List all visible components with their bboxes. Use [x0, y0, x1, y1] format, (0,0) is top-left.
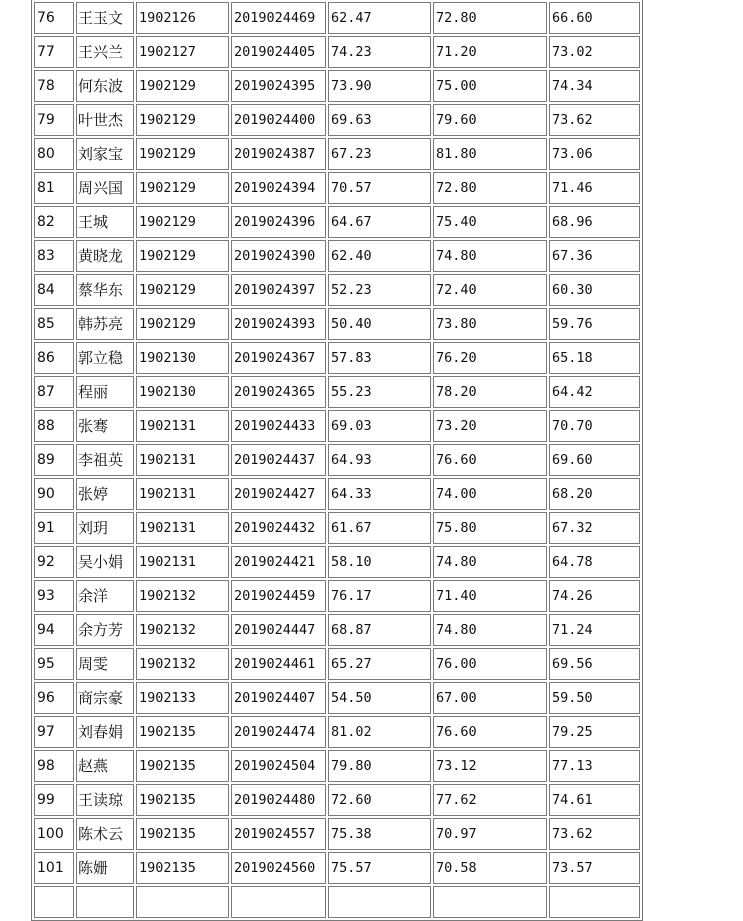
exam-number-cell: 2019024557 [231, 818, 326, 850]
interview-score-cell: 76.60 [433, 716, 547, 748]
interview-score-cell: 73.80 [433, 308, 547, 340]
table-row [34, 274, 640, 306]
row-number-cell: 89 [34, 444, 74, 476]
row-number-cell: 95 [34, 648, 74, 680]
exam-number-cell: 2019024432 [231, 512, 326, 544]
interview-score-cell: 76.60 [433, 444, 547, 476]
interview-score-cell [433, 886, 547, 918]
total-score-cell: 74.61 [549, 784, 640, 816]
row-number-cell: 92 [34, 546, 74, 578]
written-score-cell: 61.67 [328, 512, 431, 544]
position-code-cell: 1902129 [136, 240, 229, 272]
written-score-cell: 75.38 [328, 818, 431, 850]
total-score-cell: 71.46 [549, 172, 640, 204]
exam-number-cell: 2019024480 [231, 784, 326, 816]
exam-number-cell: 2019024474 [231, 716, 326, 748]
exam-number-cell: 2019024469 [231, 2, 326, 34]
total-score-cell: 71.24 [549, 614, 640, 646]
row-number-cell: 91 [34, 512, 74, 544]
exam-number-cell: 2019024387 [231, 138, 326, 170]
row-number-cell: 90 [34, 478, 74, 510]
row-number-cell: 83 [34, 240, 74, 272]
written-score-cell: 69.03 [328, 410, 431, 442]
table-row [34, 682, 640, 714]
position-code-cell: 1902126 [136, 2, 229, 34]
interview-score-cell: 72.80 [433, 172, 547, 204]
total-score-cell: 59.50 [549, 682, 640, 714]
row-number-cell [34, 886, 74, 918]
exam-number-cell: 2019024560 [231, 852, 326, 884]
table-row [34, 648, 640, 680]
row-number-cell: 87 [34, 376, 74, 408]
exam-number-cell: 2019024504 [231, 750, 326, 782]
written-score-cell: 58.10 [328, 546, 431, 578]
written-score-cell: 72.60 [328, 784, 431, 816]
student-name-cell: 周兴国 [76, 172, 134, 204]
table-row [34, 444, 640, 476]
total-score-cell: 73.57 [549, 852, 640, 884]
row-number-cell: 86 [34, 342, 74, 374]
student-name-cell: 王读琼 [76, 784, 134, 816]
exam-number-cell: 2019024433 [231, 410, 326, 442]
written-score-cell: 50.40 [328, 308, 431, 340]
interview-score-cell: 74.80 [433, 614, 547, 646]
written-score-cell: 64.67 [328, 206, 431, 238]
written-score-cell: 76.17 [328, 580, 431, 612]
position-code-cell: 1902131 [136, 410, 229, 442]
position-code-cell [136, 886, 229, 918]
written-score-cell: 69.63 [328, 104, 431, 136]
total-score-cell: 74.26 [549, 580, 640, 612]
interview-score-cell: 81.80 [433, 138, 547, 170]
table-row [34, 2, 640, 34]
total-score-cell: 64.78 [549, 546, 640, 578]
interview-score-cell: 74.80 [433, 240, 547, 272]
written-score-cell: 52.23 [328, 274, 431, 306]
interview-score-cell: 72.40 [433, 274, 547, 306]
total-score-cell: 70.70 [549, 410, 640, 442]
row-number-cell: 88 [34, 410, 74, 442]
written-score-cell: 68.87 [328, 614, 431, 646]
total-score-cell: 68.20 [549, 478, 640, 510]
row-number-cell: 82 [34, 206, 74, 238]
row-number-cell: 84 [34, 274, 74, 306]
exam-number-cell: 2019024395 [231, 70, 326, 102]
written-score-cell: 75.57 [328, 852, 431, 884]
total-score-cell: 64.42 [549, 376, 640, 408]
interview-score-cell: 79.60 [433, 104, 547, 136]
student-name-cell: 张骞 [76, 410, 134, 442]
written-score-cell [328, 886, 431, 918]
written-score-cell: 55.23 [328, 376, 431, 408]
table-row [34, 308, 640, 340]
table-row [34, 172, 640, 204]
interview-score-cell: 74.00 [433, 478, 547, 510]
exam-number-cell: 2019024367 [231, 342, 326, 374]
table-row [34, 70, 640, 102]
row-number-cell: 77 [34, 36, 74, 68]
position-code-cell: 1902129 [136, 274, 229, 306]
position-code-cell: 1902135 [136, 784, 229, 816]
student-name-cell [76, 886, 134, 918]
position-code-cell: 1902129 [136, 104, 229, 136]
exam-number-cell: 2019024396 [231, 206, 326, 238]
written-score-cell: 65.27 [328, 648, 431, 680]
row-number-cell: 76 [34, 2, 74, 34]
exam-number-cell: 2019024393 [231, 308, 326, 340]
student-name-cell: 韩苏亮 [76, 308, 134, 340]
interview-score-cell: 73.12 [433, 750, 547, 782]
total-score-cell: 66.60 [549, 2, 640, 34]
table-row [34, 376, 640, 408]
table-row [34, 342, 640, 374]
exam-number-cell: 2019024390 [231, 240, 326, 272]
score-table [31, 0, 643, 921]
interview-score-cell: 71.20 [433, 36, 547, 68]
table-row [34, 614, 640, 646]
table-row [34, 512, 640, 544]
exam-number-cell: 2019024397 [231, 274, 326, 306]
total-score-cell: 67.36 [549, 240, 640, 272]
student-name-cell: 黄晓龙 [76, 240, 134, 272]
position-code-cell: 1902130 [136, 376, 229, 408]
interview-score-cell: 71.40 [433, 580, 547, 612]
table-row [34, 580, 640, 612]
written-score-cell: 79.80 [328, 750, 431, 782]
interview-score-cell: 73.20 [433, 410, 547, 442]
position-code-cell: 1902130 [136, 342, 229, 374]
score-table-body [34, 2, 640, 918]
row-number-cell: 93 [34, 580, 74, 612]
row-number-cell: 100 [34, 818, 74, 850]
total-score-cell: 65.18 [549, 342, 640, 374]
student-name-cell: 李祖英 [76, 444, 134, 476]
total-score-cell: 69.56 [549, 648, 640, 680]
total-score-cell: 59.76 [549, 308, 640, 340]
table-row [34, 784, 640, 816]
interview-score-cell: 76.20 [433, 342, 547, 374]
exam-number-cell: 2019024459 [231, 580, 326, 612]
written-score-cell: 64.93 [328, 444, 431, 476]
student-name-cell: 陈术云 [76, 818, 134, 850]
written-score-cell: 57.83 [328, 342, 431, 374]
table-row [34, 886, 640, 918]
position-code-cell: 1902129 [136, 172, 229, 204]
row-number-cell: 79 [34, 104, 74, 136]
row-number-cell: 85 [34, 308, 74, 340]
written-score-cell: 54.50 [328, 682, 431, 714]
student-name-cell: 蔡华东 [76, 274, 134, 306]
position-code-cell: 1902132 [136, 580, 229, 612]
table-row [34, 852, 640, 884]
student-name-cell: 刘玥 [76, 512, 134, 544]
position-code-cell: 1902132 [136, 614, 229, 646]
exam-number-cell: 2019024437 [231, 444, 326, 476]
row-number-cell: 94 [34, 614, 74, 646]
table-row [34, 138, 640, 170]
interview-score-cell: 75.40 [433, 206, 547, 238]
table-row [34, 104, 640, 136]
written-score-cell: 74.23 [328, 36, 431, 68]
total-score-cell: 73.02 [549, 36, 640, 68]
interview-score-cell: 78.20 [433, 376, 547, 408]
position-code-cell: 1902135 [136, 716, 229, 748]
interview-score-cell: 70.58 [433, 852, 547, 884]
position-code-cell: 1902129 [136, 70, 229, 102]
total-score-cell: 68.96 [549, 206, 640, 238]
total-score-cell: 73.06 [549, 138, 640, 170]
table-row [34, 240, 640, 272]
position-code-cell: 1902131 [136, 512, 229, 544]
exam-number-cell: 2019024427 [231, 478, 326, 510]
position-code-cell: 1902135 [136, 818, 229, 850]
student-name-cell: 赵燕 [76, 750, 134, 782]
interview-score-cell: 74.80 [433, 546, 547, 578]
exam-number-cell: 2019024447 [231, 614, 326, 646]
student-name-cell: 郭立稳 [76, 342, 134, 374]
interview-score-cell: 75.80 [433, 512, 547, 544]
interview-score-cell: 77.62 [433, 784, 547, 816]
row-number-cell: 78 [34, 70, 74, 102]
total-score-cell: 60.30 [549, 274, 640, 306]
total-score-cell [549, 886, 640, 918]
written-score-cell: 70.57 [328, 172, 431, 204]
exam-number-cell: 2019024405 [231, 36, 326, 68]
student-name-cell: 陈姗 [76, 852, 134, 884]
exam-number-cell: 2019024407 [231, 682, 326, 714]
position-code-cell: 1902131 [136, 444, 229, 476]
interview-score-cell: 75.00 [433, 70, 547, 102]
student-name-cell: 商宗豪 [76, 682, 134, 714]
row-number-cell: 80 [34, 138, 74, 170]
position-code-cell: 1902129 [136, 308, 229, 340]
row-number-cell: 98 [34, 750, 74, 782]
student-name-cell: 刘家宝 [76, 138, 134, 170]
total-score-cell: 74.34 [549, 70, 640, 102]
interview-score-cell: 70.97 [433, 818, 547, 850]
exam-number-cell: 2019024461 [231, 648, 326, 680]
position-code-cell: 1902129 [136, 206, 229, 238]
written-score-cell: 62.47 [328, 2, 431, 34]
total-score-cell: 67.32 [549, 512, 640, 544]
student-name-cell: 张婷 [76, 478, 134, 510]
student-name-cell: 王玉文 [76, 2, 134, 34]
table-row [34, 410, 640, 442]
row-number-cell: 96 [34, 682, 74, 714]
total-score-cell: 73.62 [549, 818, 640, 850]
written-score-cell: 62.40 [328, 240, 431, 272]
interview-score-cell: 72.80 [433, 2, 547, 34]
exam-number-cell [231, 886, 326, 918]
position-code-cell: 1902135 [136, 750, 229, 782]
student-name-cell: 刘春娟 [76, 716, 134, 748]
student-name-cell: 吴小娟 [76, 546, 134, 578]
student-name-cell: 余方芳 [76, 614, 134, 646]
interview-score-cell: 76.00 [433, 648, 547, 680]
table-row [34, 716, 640, 748]
row-number-cell: 101 [34, 852, 74, 884]
position-code-cell: 1902135 [136, 852, 229, 884]
table-row [34, 206, 640, 238]
position-code-cell: 1902132 [136, 648, 229, 680]
student-name-cell: 余洋 [76, 580, 134, 612]
student-name-cell: 叶世杰 [76, 104, 134, 136]
row-number-cell: 81 [34, 172, 74, 204]
exam-number-cell: 2019024400 [231, 104, 326, 136]
exam-number-cell: 2019024394 [231, 172, 326, 204]
position-code-cell: 1902133 [136, 682, 229, 714]
position-code-cell: 1902131 [136, 546, 229, 578]
table-row [34, 818, 640, 850]
row-number-cell: 97 [34, 716, 74, 748]
total-score-cell: 69.60 [549, 444, 640, 476]
student-name-cell: 程丽 [76, 376, 134, 408]
interview-score-cell: 67.00 [433, 682, 547, 714]
total-score-cell: 73.62 [549, 104, 640, 136]
total-score-cell: 79.25 [549, 716, 640, 748]
student-name-cell: 周雯 [76, 648, 134, 680]
table-row [34, 546, 640, 578]
written-score-cell: 81.02 [328, 716, 431, 748]
row-number-cell: 99 [34, 784, 74, 816]
student-name-cell: 王兴兰 [76, 36, 134, 68]
table-row [34, 750, 640, 782]
table-row [34, 478, 640, 510]
student-name-cell: 何东波 [76, 70, 134, 102]
total-score-cell: 77.13 [549, 750, 640, 782]
position-code-cell: 1902127 [136, 36, 229, 68]
written-score-cell: 67.23 [328, 138, 431, 170]
student-name-cell: 王城 [76, 206, 134, 238]
position-code-cell: 1902131 [136, 478, 229, 510]
exam-number-cell: 2019024365 [231, 376, 326, 408]
written-score-cell: 73.90 [328, 70, 431, 102]
position-code-cell: 1902129 [136, 138, 229, 170]
written-score-cell: 64.33 [328, 478, 431, 510]
exam-number-cell: 2019024421 [231, 546, 326, 578]
table-row [34, 36, 640, 68]
